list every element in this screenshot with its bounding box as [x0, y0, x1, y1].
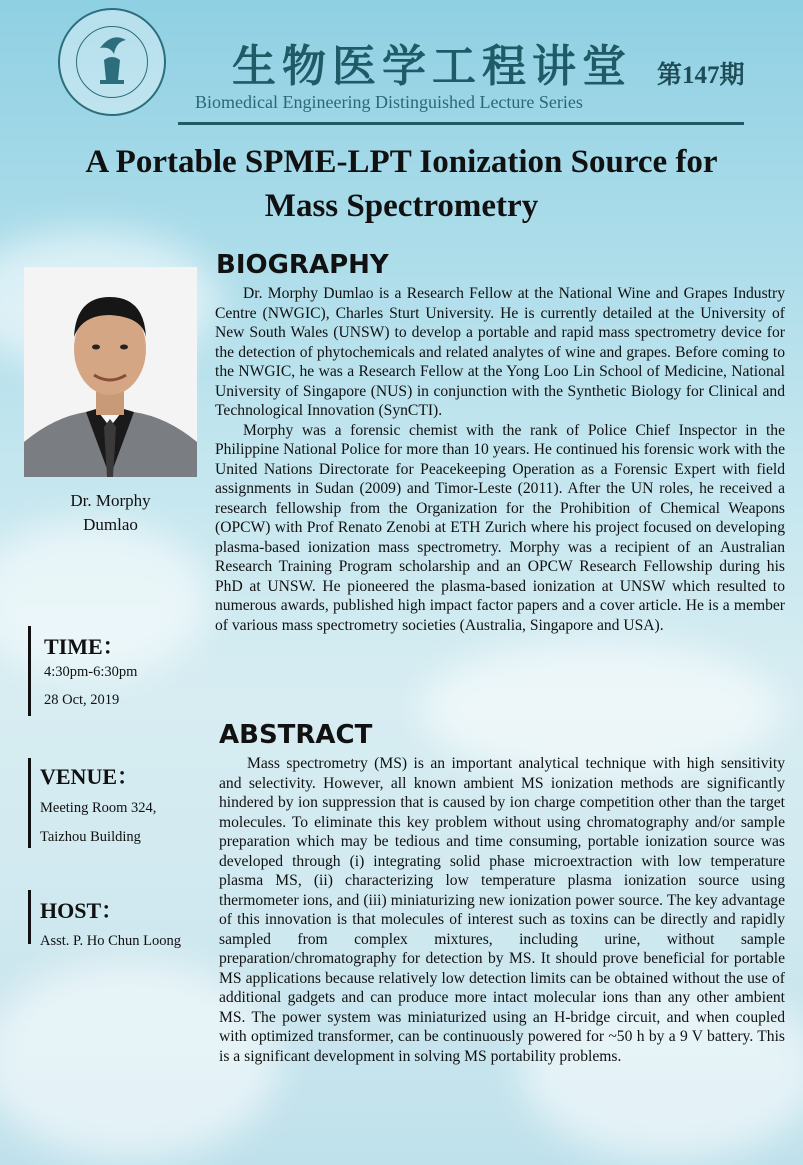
host-accent-bar	[28, 890, 31, 944]
time-label: TIME：	[44, 634, 125, 659]
header-divider	[178, 122, 744, 125]
series-title-en: Biomedical Engineering Distinguished Lecture Series	[195, 92, 583, 112]
series-title-cn: 生物医学工程讲堂	[232, 41, 632, 92]
biography-heading: BIOGRAPHY	[216, 250, 389, 280]
lecture-title	[0, 140, 803, 228]
speaker-name	[24, 489, 197, 537]
speaker-portrait	[24, 267, 197, 477]
host-label: HOST：	[40, 898, 124, 923]
venue-line2: Taizhou Building	[40, 829, 141, 845]
biography-paragraph-1: Dr. Morphy Dumlao is a Research Fellow at the National Wine and Grapes Industry Centre (NWGIC), Charles Sturt University. He is currently detailed at the University of New South Wales (UNSW) to develop a portable and rapid mass spectrometry device for the detection of phytochemicals and related analytes of wine and grapes. Before coming to the NWGIC, he was a Research Fellow at the Yong Loo Lin School of Medicine, National University of Singapore (NUS) in conjunction with the Synthetic Biology for Clinical and Technological Innovation (SynCTI).	[215, 285, 785, 419]
venue-label: VENUE：	[40, 764, 140, 789]
lecture-title-line2: Mass Spectrometry	[264, 188, 539, 224]
biography-body	[215, 284, 785, 635]
abstract-paragraph: Mass spectrometry (MS) is an important analytical technique with high sensitivity and selectivity. However, all known ambient MS ionization methods are significantly hindered by ion suppression that is caused by ion charge competition other than the target molecules. To eliminate this key problem without using chromatography and/or sample preparation which may be tedious and time consuming, portable ionization source was developed through (i) integrating solid phase microextraction with low temperature plasma MS, (ii) characterizing low temperature plasma ionization source using thermometer ions, and (iii) miniaturizing new ionization power source. The key advantage of this innovation is that molecules of interest such as toxins can be directly and rapidly sampled from complex mixtures, including urine, without sample preparation/chromatography for detection by MS. It should prove beneficial for portable MS applications because relatively low detection limits can be obtained without the use of additional gadgets and can produce more intact molecular ions than any other ambient MS. The power system was miniaturized using an H-bridge circuit, and when coupled with optimized transformer, can be continuously powered for ~50 h by a 9 V battery. This is a significant development in solving MS portability problems.	[219, 755, 785, 1065]
lecture-title-line1: A Portable SPME-LPT Ionization Source for	[85, 144, 718, 180]
speaker-name-line1: Dr. Morphy	[70, 491, 151, 510]
host-name: Asst. P. Ho Chun Loong	[40, 933, 181, 949]
time-accent-bar	[28, 626, 31, 716]
biography-paragraph-2: Morphy was a forensic chemist with the rank of Police Chief Inspector in the Philippine National Police for more than 10 years. He continued his forensic work with the United Nations Directorate for Peacekeeping Operation as a Forensic Expert with field assignments in Sudan (2009) and Timor-Leste (2011). After the UN roles, he received a research fellowship from the Organization for the Prohibition of Chemical Weapons (OPCW) with Prof Renato Zenobi at ETH Zurich where his project focused on developing plasma-based ionization mass spectrometry. Morphy was a recipient of an Australian Research Training Program scholarship and an OPCW Research Fellowship during his PhD at UNSW. He pioneered the plasma-based ionization at UNSW which resulted to numerous awards, published high impact factor papers and a cover article. He is a member of various mass spectrometry societies (Australia, Singapore and USA).	[215, 421, 785, 634]
abstract-heading: ABSTRACT	[219, 720, 373, 750]
venue-accent-bar	[28, 758, 31, 848]
time-date: 28 Oct, 2019	[44, 692, 120, 708]
speaker-name-line2: Dumlao	[83, 515, 138, 534]
issue-number: 第147期	[657, 62, 745, 89]
time-hours: 4:30pm-6:30pm	[44, 664, 138, 680]
university-seal-icon	[58, 8, 166, 116]
abstract-body	[219, 754, 785, 1066]
venue-line1: Meeting Room 324,	[40, 800, 157, 816]
